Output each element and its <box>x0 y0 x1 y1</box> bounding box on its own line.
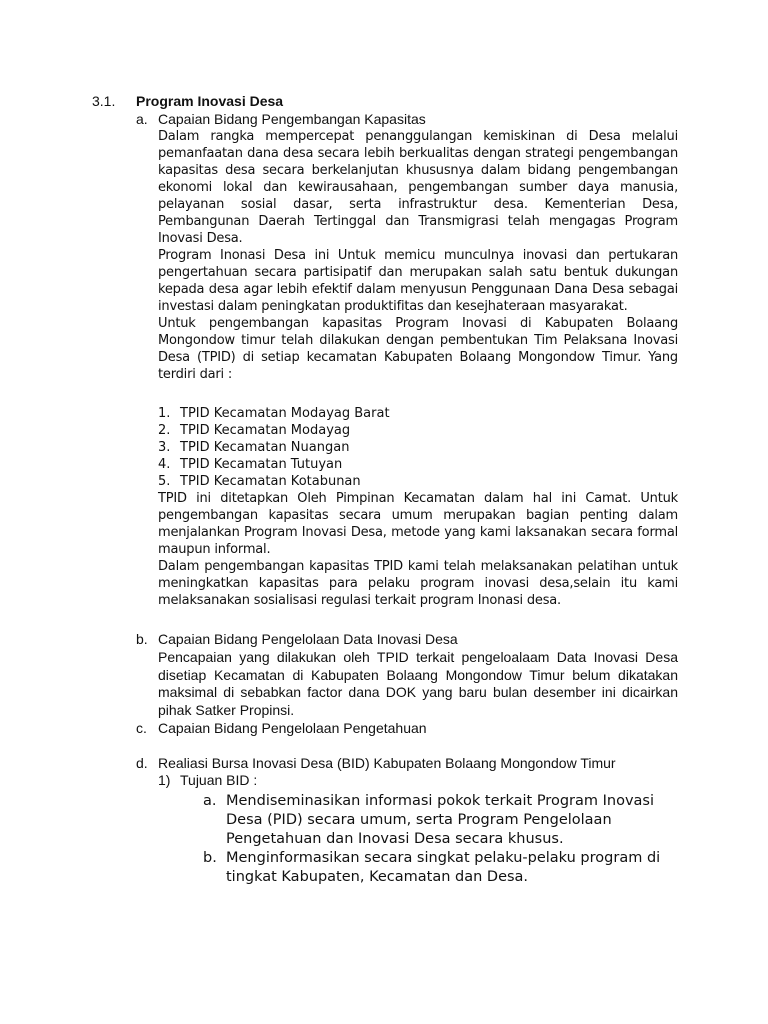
subsection-b-title: Capaian Bidang Pengelolaan Data Inovasi Desa <box>158 631 458 647</box>
list-item: 1. TPID Kecamatan Modayag Barat <box>158 406 390 421</box>
list-item: 3. TPID Kecamatan Nuangan <box>158 440 350 455</box>
tujuan-list <box>203 792 683 887</box>
subsection-d-title: Realiasi Bursa Inovasi Desa (BID) Kabupaten Bolaang Mongondow Timur <box>158 755 616 771</box>
tpid-list <box>158 405 678 490</box>
list-item: a. Mendiseminasikan informasi pokok terkait Program Inovasi Desa (PID) secara umum, serta Program Pengelolaan Pengetahuan dan Inovasi Desa secara khusus. <box>203 793 654 847</box>
paragraph: Dalam rangka mempercepat penanggulangan kemiskinan di Desa melalui pemanfaatan dana desa secara lebih berkualitas dengan strategi pengembangan kapasitas desa secara berkelanjutan khususnya dalam bidang pengembangan ekonomi lokal dan kewirausahaan, pengembangan sumber daya manusia, pelayanan sosial dasar, serta infrastruktur desa. Kementerian Desa, Pembangunan Daerah Tertinggal dan Transmigrasi telah mengagas Program Inovasi Desa. <box>158 129 678 246</box>
list-item: 4. TPID Kecamatan Tutuyan <box>158 457 343 472</box>
section-title: Program Inovasi Desa <box>136 93 284 109</box>
subsection-a-body-top <box>158 128 678 383</box>
subsection-a-title: Capaian Bidang Pengembangan Kapasitas <box>158 111 426 127</box>
subsection-b-body <box>158 649 678 719</box>
tujuan-number: 1) <box>158 772 171 788</box>
paragraph: Pencapaian yang dilakukan oleh TPID terkait pengeloalaam Data Inovasi Desa disetiap Kecamatan di Kabupaten Bolaang Mongondow Timur belum dikatakan maksimal di sebabkan factor dana DOK yang baru bulan desember ini dicairkan pihak Satker Propinsi. <box>158 649 678 718</box>
subsection-d-letter: d. <box>136 755 148 771</box>
list-item: 5. TPID Kecamatan Kotabunan <box>158 474 361 489</box>
list-item: b. Menginformasikan secara singkat pelaku-pelaku program di tingkat Kabupaten, Kecamatan dan Desa. <box>203 850 661 885</box>
list-item: 2. TPID Kecamatan Modayag <box>158 423 351 438</box>
subsection-b-letter: b. <box>136 631 148 647</box>
subsection-a-body-bottom <box>158 490 678 609</box>
paragraph: Program Inonasi Desa ini Untuk memicu munculnya inovasi dan pertukaran pengertahuan secara partisipatif dan merupakan salah satu bentuk dukungan kepada desa agar lebih efektif dalam menyusun Penggunaan Dana Desa sebagai investasi dalam peningkatan produktifitas dan kesejhateraan masyarakat. <box>158 248 678 314</box>
section-number: 3.1. <box>92 93 116 109</box>
subsection-a-letter: a. <box>136 111 148 127</box>
subsection-c-letter: c. <box>136 720 147 736</box>
subsection-c-title: Capaian Bidang Pengelolaan Pengetahuan <box>158 720 427 736</box>
paragraph: Untuk pengembangan kapasitas Program Inovasi di Kabupaten Bolaang Mongondow timur telah dilakukan dengan pembentukan Tim Pelaksana Inovasi Desa (TPID) di setiap kecamatan Kabupaten Bolaang Mongondow Timur. Yang terdiri dari : <box>158 316 678 382</box>
paragraph: Dalam pengembangan kapasitas TPID kami telah melaksanakan pelatihan untuk meningkatkan kapasitas para pelaku program inovasi desa,selain itu kami melaksanakan sosialisasi regulasi terkait program Inonasi desa. <box>158 559 678 608</box>
tujuan-label: Tujuan BID : <box>180 772 258 788</box>
paragraph: TPID ini ditetapkan Oleh Pimpinan Kecamatan dalam hal ini Camat. Untuk pengembangan kapasitas secara umum merupakan bagian penting dalam menjalankan Program Inovasi Desa, metode yang kami laksanakan secara formal maupun informal. <box>158 491 678 557</box>
